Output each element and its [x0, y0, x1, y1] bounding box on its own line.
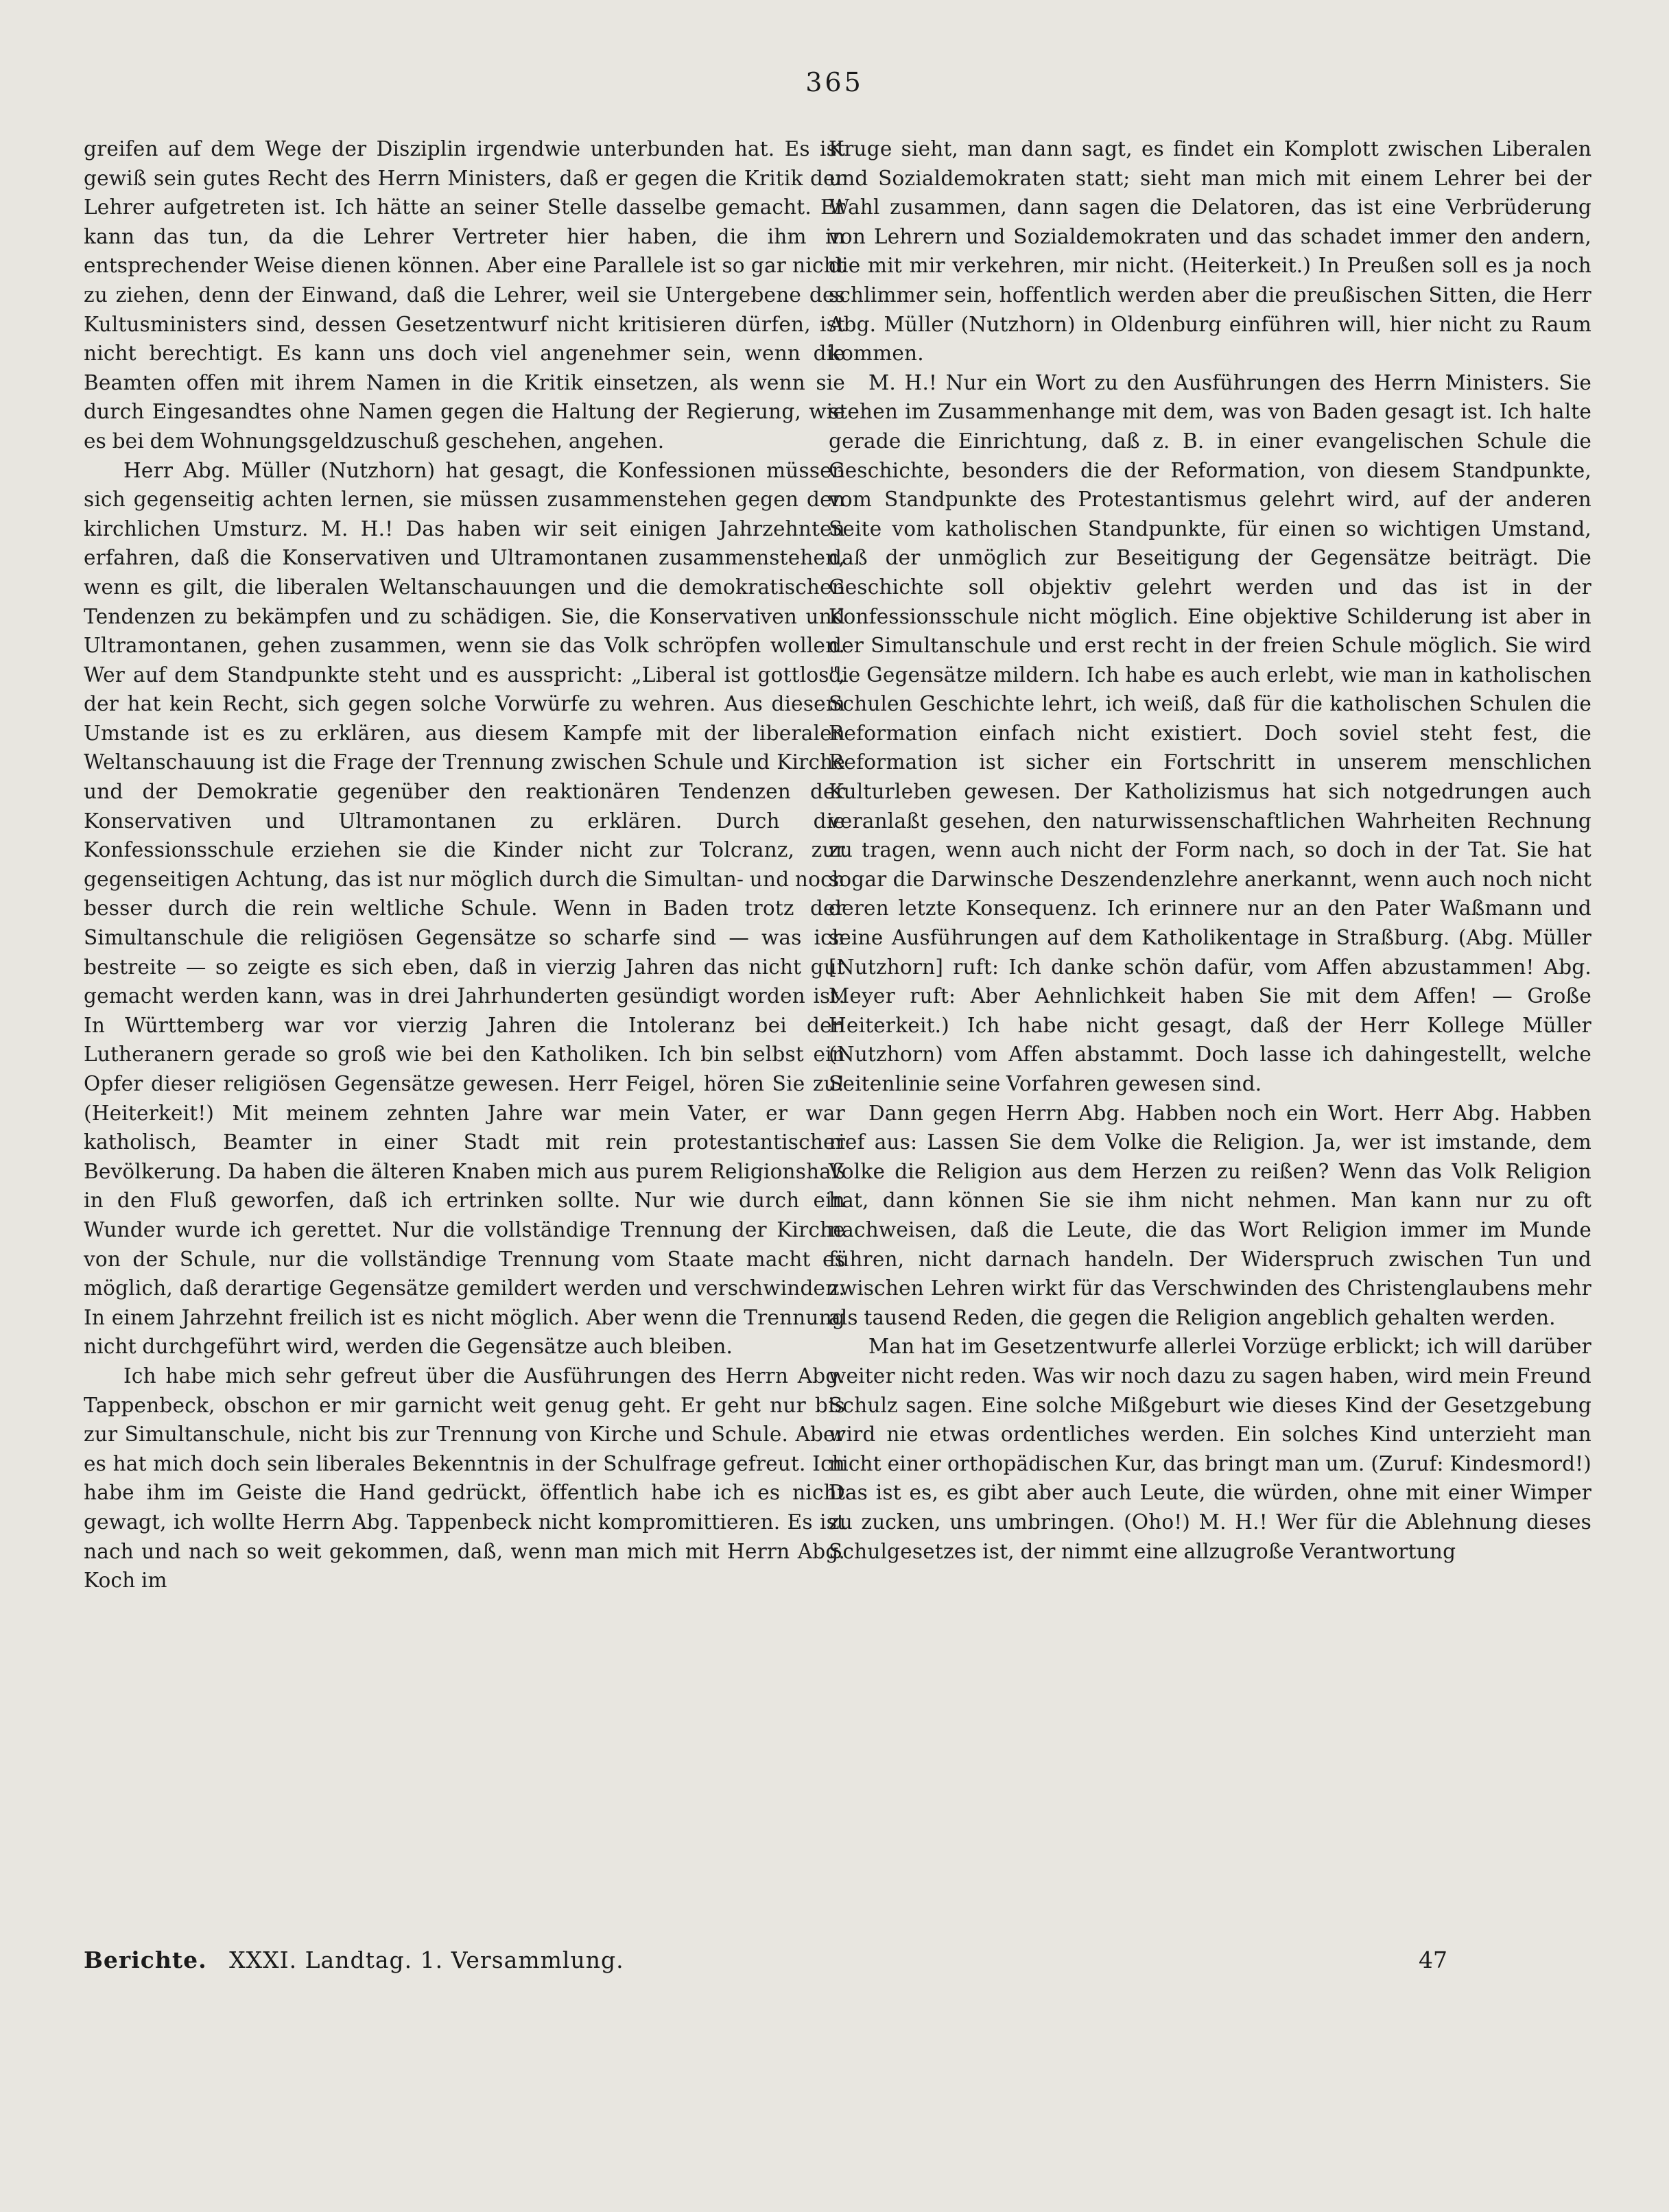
- right-column: [829, 134, 1591, 1566]
- page-number: 365: [805, 67, 864, 97]
- paragraph: Man hat im Gesetzentwurfe allerlei Vorzüge erblickt; ich will darüber weiter nicht reden. Was wir noch dazu zu sagen haben, wird mein Freund Schulz sagen. Eine solche Mißgeburt wie dieses Kind der Gesetzgebung wird nie etwas ordentliches werden. Ein solches Kind unterzieht man nicht einer orthopädischen Kur, das bringt man um. (Zuruf: Kindesmord!) Das ist es, es gibt aber auch Leute, die würden, ohne mit einer Wimper zu zucken, uns umbringen. (Oho!) M. H.! Wer für die Ablehnung dieses Schulgesetzes ist, der nimmt eine allzugroße Verantwortung: [829, 1335, 1591, 1563]
- left-column: [84, 134, 845, 1595]
- footer-title: Berichte.: [84, 1947, 207, 1973]
- paragraph: Ich habe mich sehr gefreut über die Ausführungen des Herrn Abg. Tappenbeck, obschon er mir garnicht weit genug geht. Er geht nur bis zur Simultanschule, nicht bis zur Trennung von Kirche und Schule. Aber es hat mich doch sein liberales Bekenntnis in der Schulfrage gefreut. Ich habe ihm im Geiste die Hand gedrückt, öffentlich habe ich es nicht gewagt, ich wollte Herrn Abg. Tappenbeck nicht kompromittieren. Es ist nach und nach so weit gekommen, daß, wenn man mich mit Herrn Abg. Koch im: [84, 1364, 845, 1593]
- footer-session-info: XXXI. Landtag. 1. Versammlung.: [229, 1947, 624, 1973]
- page-footer: [84, 1947, 1591, 1981]
- footer-signature-mark: 47: [1419, 1947, 1447, 1973]
- paragraph: Dann gegen Herrn Abg. Habben noch ein Wort. Herr Abg. Habben rief aus: Lassen Sie dem Volke die Religion. Ja, wer ist imstande, dem Volke die Religion aus dem Herzen zu reißen? Wenn das Volk Religion hat, dann können Sie sie ihm nicht nehmen. Man kann nur zu oft nachweisen, daß die Leute, die das Wort Religion immer im Munde führen, nicht darnach handeln. Der Widerspruch zwischen Tun und zwischen Lehren wirkt für das Verschwinden des Christenglaubens mehr als tausend Reden, die gegen die Religion angeblich gehalten werden.: [829, 1101, 1591, 1329]
- paragraph: Herr Abg. Müller (Nutzhorn) hat gesagt, die Konfessionen müssen sich gegenseitig achten lernen, sie müssen zusammenstehen gegen den kirchlichen Umsturz. M. H.! Das haben wir seit einigen Jahrzehnten erfahren, daß die Konservativen und Ultramontanen zusammenstehen, wenn es gilt, die liberalen Weltanschauungen und die demokratischen Tendenzen zu bekämpfen und zu schädigen. Sie, die Konservativen und Ultramontanen, gehen zusammen, wenn sie das Volk schröpfen wollen. Wer auf dem Standpunkte steht und es ausspricht: „Liberal ist gottlos", der hat kein Recht, sich gegen solche Vorwürfe zu wehren. Aus diesem Umstande ist es zu erklären, aus diesem Kampfe mit der liberalen Weltanschauung ist die Frage der Trennung zwischen Schule und Kirche und der Demokratie gegenüber den reaktionären Tendenzen der Konservativen und Ultramontanen zu erklären. Durch die Konfessionsschule erziehen sie die Kinder nicht zur Tolcranz, zur gegenseitigen Achtung, das ist nur möglich durch die Simultan- und noch besser durch die rein weltliche Schule. Wenn in Baden trotz der Simultanschule die religiösen Gegensätze so scharfe sind — was ich bestreite — so zeigte es sich eben, daß in vierzig Jahren das nicht gut gemacht werden kann, was in drei Jahrhunderten gesündigt worden ist. In Württemberg war vor vierzig Jahren die Intoleranz bei den Lutheranern gerade so groß wie bei den Katholiken. Ich bin selbst ein Opfer dieser religiösen Gegensätze gewesen. Herr Feigel, hören Sie zu! (Heiterkeit!) Mit meinem zehnten Jahre war mein Vater, er war katholisch, Beamter in einer Stadt mit rein protestantischer Bevölkerung. Da haben die älteren Knaben mich aus purem Religionshaß in den Fluß geworfen, daß ich ertrinken sollte. Nur wie durch ein Wunder wurde ich gerettet. Nur die vollständige Trennung der Kirche von der Schule, nur die vollständige Trennung vom Staate macht es möglich, daß derartige Gegensätze gemildert werden und verschwinden. In einem Jahrzehnt freilich ist es nicht möglich. Aber wenn die Trennung nicht durchgeführt wird, werden die Gegensätze auch bleiben.: [84, 458, 845, 1359]
- paragraph: greifen auf dem Wege der Disziplin irgendwie unterbunden hat. Es ist gewiß sein gutes Recht des Herrn Ministers, daß er gegen die Kritik der Lehrer aufgetreten ist. Ich hätte an seiner Stelle dasselbe gemacht. Er kann das tun, da die Lehrer Vertreter hier haben, die ihm in entsprechender Weise dienen können. Aber eine Parallele ist so gar nicht zu ziehen, denn der Einwand, daß die Lehrer, weil sie Untergebene des Kultusministers sind, dessen Gesetzentwurf nicht kritisieren dürfen, ist nicht berechtigt. Es kann uns doch viel angenehmer sein, wenn die Beamten offen mit ihrem Namen in die Kritik einsetzen, als wenn sie durch Eingesandtes ohne Namen gegen die Haltung der Regierung, wie es bei dem Wohnungsgeldzuschuß geschehen, angehen.: [84, 137, 845, 453]
- paragraph: Kruge sieht, man dann sagt, es findet ein Komplott zwischen Liberalen und Sozialdemokraten statt; sieht man mich mit einem Lehrer bei der Wahl zusammen, dann sagen die Delatoren, das ist eine Verbrüderung von Lehrern und Sozialdemokraten und das schadet immer den andern, die mit mir verkehren, mir nicht. (Heiterkeit.) In Preußen soll es ja noch schlimmer sein, hoffentlich werden aber die preußischen Sitten, die Herr Abg. Müller (Nutzhorn) in Oldenburg einführen will, hier nicht zu Raum kommen.: [829, 137, 1591, 366]
- paragraph: M. H.! Nur ein Wort zu den Ausführungen des Herrn Ministers. Sie stehen im Zusammenhange mit dem, was von Baden gesagt ist. Ich halte gerade die Einrichtung, daß z. B. in einer evangelischen Schule die Geschichte, besonders die der Reformation, von diesem Standpunkte, vom Standpunkte des Protestantismus gelehrt wird, auf der anderen Seite vom katholischen Standpunkte, für einen so wichtigen Umstand, daß der unmöglich zur Beseitigung der Gegensätze beiträgt. Die Geschichte soll objektiv gelehrt werden und das ist in der Konfessionsschule nicht möglich. Eine objektive Schilderung ist aber in der Simultanschule und erst recht in der freien Schule möglich. Sie wird die Gegensätze mildern. Ich habe es auch erlebt, wie man in katholischen Schulen Geschichte lehrt, ich weiß, daß für die katholischen Schulen die Reformation einfach nicht existiert. Doch soviel steht fest, die Reformation ist sicher ein Fortschritt in unserem menschlichen Kulturleben gewesen. Der Katholizismus hat sich notgedrungen auch veranlaßt gesehen, den naturwissenschaftlichen Wahrheiten Rechnung zu tragen, wenn auch nicht der Form nach, so doch in der Tat. Sie hat sogar die Darwinsche Deszendenzlehre anerkannt, wenn auch noch nicht deren letzte Konsequenz. Ich erinnere nur an den Pater Waßmann und seine Ausführungen auf dem Katholikentage in Straßburg. (Abg. Müller [Nutzhorn] ruft: Ich danke schön dafür, vom Affen abzustammen! Abg. Meyer ruft: Aber Aehnlichkeit haben Sie mit dem Affen! — Große Heiterkeit.) Ich habe nicht gesagt, daß der Herr Kollege Müller (Nutzhorn) vom Affen abstammt. Doch lasse ich dahingestellt, welche Seitenlinie seine Vorfahren gewesen sind.: [829, 370, 1591, 1095]
